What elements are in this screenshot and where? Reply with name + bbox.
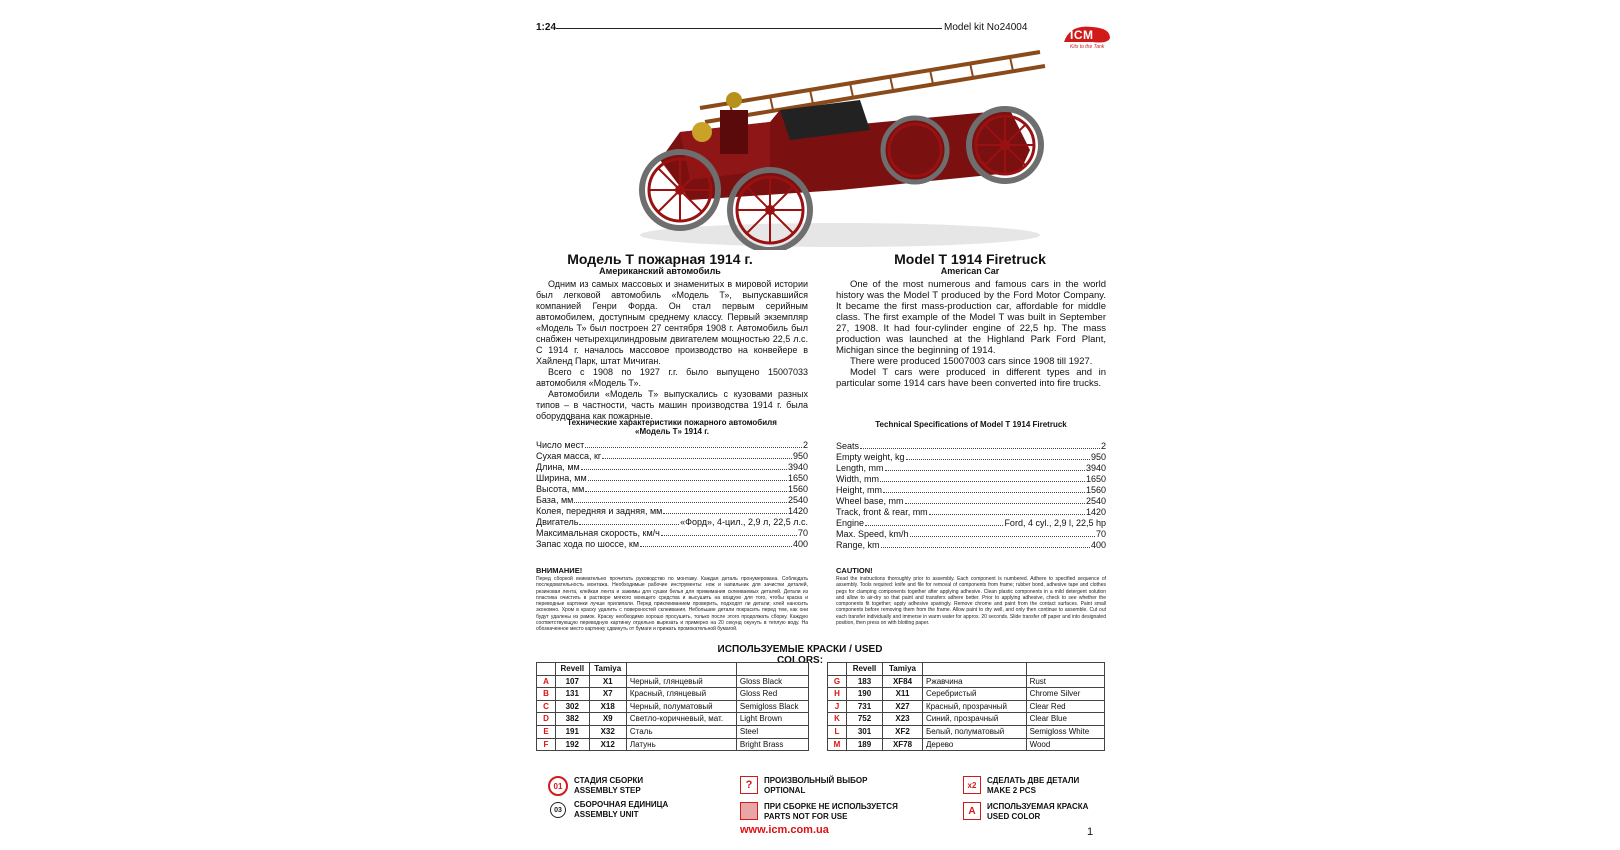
table-row — [537, 688, 809, 701]
en-caution-title: CAUTION! — [836, 566, 873, 575]
table-row — [537, 738, 809, 751]
table-cell: Ржавчина — [923, 675, 1027, 688]
spec-row — [536, 495, 808, 506]
table-cell: 752 — [847, 713, 883, 726]
table-cell: X27 — [883, 700, 923, 713]
table-cell: K — [828, 713, 847, 726]
table-cell: Light Brown — [736, 713, 808, 726]
spec-row — [536, 517, 808, 528]
table-cell: Красный, прозрачный — [923, 700, 1027, 713]
table-cell: Белый, полуматовый — [923, 725, 1027, 738]
spec-label: Запас хода по шоссе, км — [536, 539, 640, 549]
spec-value: 1650 — [787, 473, 808, 483]
scale-label: 1:24 — [536, 22, 557, 33]
table-cell: 192 — [556, 738, 590, 751]
spec-value: Ford, 4 cyl., 2,9 l, 22,5 hp — [1004, 518, 1106, 528]
spec-row — [836, 529, 1106, 540]
table-cell: Сталь — [626, 725, 736, 738]
spec-row — [836, 485, 1106, 496]
table-row — [537, 713, 809, 726]
ru-spec-title-line1: Технические характеристики пожарного автомобиля — [567, 418, 777, 427]
table-cell: 301 — [847, 725, 883, 738]
table-cell: Clear Blue — [1026, 713, 1104, 726]
table-cell: XF78 — [883, 738, 923, 751]
legend-label: ASSEMBLY STEP — [574, 786, 641, 795]
table-cell: X23 — [883, 713, 923, 726]
en-paragraph: There were produced 15007003 cars since 1908 till 1927. — [850, 356, 1093, 367]
en-subtitle: American Car — [940, 266, 1000, 276]
ru-paragraph: Всего с 1908 по 1927 г.г. было выпущено 15007033 автомобиля «Модель Т». — [536, 367, 808, 388]
spec-label: Ширина, мм — [536, 473, 587, 483]
spec-value: 70 — [797, 528, 808, 538]
spec-row — [836, 496, 1106, 507]
spec-label: Length, mm — [836, 463, 884, 473]
table-cell: L — [828, 725, 847, 738]
spec-value: 70 — [1095, 529, 1106, 539]
table-cell: G — [828, 675, 847, 688]
table-cell: H — [828, 688, 847, 701]
en-title: Model T 1914 Firetruck — [894, 251, 1046, 267]
logo-text: ICM — [1070, 28, 1094, 42]
spec-row — [536, 484, 808, 495]
legend-label: USED COLOR — [987, 812, 1041, 821]
table-cell: X1 — [589, 675, 626, 688]
table-cell: 189 — [847, 738, 883, 751]
spec-row — [536, 462, 808, 473]
ru-caution-text: Перед сборкой внимательно прочитать руководство по монтажу. Каждая деталь пронумерована. Соблюдать последовательность монтажа. Необходимые рабочие инструменты: нож и напильник для зачистки деталей, резиновая лента, клейкая лента и зажимы для сушки белья для прижимания склеиваемых деталей. Детали из пластика очистить в растворе мягкого моющего средства и высушить на воздухе для того, чтобы краска и переводные картинки лучше прилипали. Перед приклеиванием проверить, подходят ли детали; клей наносить экономно. Хром в краску удалить с поверхностей склеивания. Небольшие детали покрасить перед тем, как они будут удалены из рамок. Краску необходимо хорошо просушить, только после этого продолжать сборку. Каждую соответствующую переводную картинку отдельно вырезать и примерно на 20 секунд окунуть в теплую воду. На обозначенное место картинку сдвинуть от бумаги и прижать промокательной бумагой. — [536, 576, 808, 633]
table-cell: D — [537, 713, 556, 726]
color-table-left — [536, 662, 809, 751]
colors-title: ИСПОЛЬЗУЕМЫЕ КРАСКИ / USED COLORS: — [717, 644, 883, 666]
legend-label: OPTIONAL — [764, 786, 806, 795]
website-link[interactable]: www.icm.com.ua — [740, 824, 829, 836]
col-revell: Revell — [556, 663, 590, 676]
table-cell: B — [537, 688, 556, 701]
firetruck-image — [620, 40, 1070, 250]
table-cell: Латунь — [626, 738, 736, 751]
spec-row — [836, 463, 1106, 474]
spec-row — [836, 507, 1106, 518]
table-cell: Gloss Black — [736, 675, 808, 688]
table-cell: 302 — [556, 700, 590, 713]
spec-value: 3940 — [787, 462, 808, 472]
spec-label: Максимальная скорость, км/ч — [536, 528, 660, 538]
spec-value: «Форд», 4-цил., 2,9 л, 22,5 л.с. — [680, 517, 808, 527]
spec-value: 1420 — [1085, 507, 1106, 517]
spec-row — [536, 539, 808, 550]
table-header-row — [537, 663, 809, 676]
x2-icon: x2 — [963, 776, 981, 794]
table-cell: Черный, полуматовый — [626, 700, 736, 713]
spec-value: 1560 — [1085, 485, 1106, 495]
legend-label: MAKE 2 PCS — [987, 786, 1036, 795]
en-description — [836, 279, 1106, 389]
table-cell: Semigloss White — [1026, 725, 1104, 738]
table-cell: XF84 — [883, 675, 923, 688]
spec-row — [836, 474, 1106, 485]
col-revell: Revell — [847, 663, 883, 676]
spec-row — [536, 440, 808, 451]
table-header-row — [828, 663, 1105, 676]
spec-label: База, мм — [536, 495, 574, 505]
assembly-step-icon: 01 — [548, 776, 568, 796]
question-icon: ? — [740, 776, 758, 794]
spec-value: 1420 — [787, 506, 808, 516]
table-cell: 190 — [847, 688, 883, 701]
table-row — [828, 675, 1105, 688]
assembly-unit-icon: 03 — [550, 802, 566, 818]
table-cell: E — [537, 725, 556, 738]
en-spec-list — [836, 441, 1106, 551]
spec-value: 950 — [1090, 452, 1106, 462]
color-table-right — [827, 662, 1105, 751]
table-cell: Черный, глянцевый — [626, 675, 736, 688]
ru-caution-title: ВНИМАНИЕ! — [536, 566, 583, 575]
spec-label: Двигатель — [536, 517, 579, 527]
table-cell: Semigloss Black — [736, 700, 808, 713]
legend-label: СДЕЛАТЬ ДВЕ ДЕТАЛИ — [987, 776, 1080, 785]
table-cell: 382 — [556, 713, 590, 726]
table-row — [828, 700, 1105, 713]
table-cell: Серебристый — [923, 688, 1027, 701]
spec-label: Height, mm — [836, 485, 883, 495]
table-cell: 191 — [556, 725, 590, 738]
legend-label: PARTS NOT FOR USE — [764, 812, 848, 821]
spec-value: 3940 — [1085, 463, 1106, 473]
spec-row — [536, 506, 808, 517]
ru-paragraph: Одним из самых массовых и знаменитых в мировой истории был легковой автомобиль «Модель Т», выпускавшийся компанией Генри Форда. Он стал первым серийным автомобилем, доступным среднему классу. Первый экземпляр «Модель Т» был построен 27 сентября 1908 г. Автомобиль был снабжен четырехцилиндровым двигателем мощностью 22,5 л.с. С 1914 г. началось массовое производство на конвейере в Хайленд Парк, штат Мичиган. — [536, 279, 808, 366]
spec-row — [536, 528, 808, 539]
table-cell: Gloss Red — [736, 688, 808, 701]
ru-description — [536, 279, 808, 422]
spec-label: Engine — [836, 518, 865, 528]
spec-label: Range, km — [836, 540, 880, 550]
page-number: 1 — [1087, 826, 1094, 838]
table-cell: X11 — [883, 688, 923, 701]
spec-value: 400 — [792, 539, 808, 549]
legend-label: ИСПОЛЬЗУЕМАЯ КРАСКА — [987, 802, 1089, 811]
spec-label: Seats — [836, 441, 860, 451]
en-caution-text: Read the instructions thoroughly prior to assembly. Each component is numbered. Adhere to specified sequence of assembly. Tools required: knife and file for removal of components from frame; rubber bond, adhesive tape and clothes pegs for clamping components together after applying adhesive. Clean plastic components in a mild detergent solution and allow to air-dry so that paint and transfers adhere better. Prior to applying adhesive, check to see whether the components fit together; apply adhesive sparingly. Remove chrome and paint from the contact surfaces. Paint small components before removing them from the frame. Allow paint to dry well, and only then continue to assemble. Cut out each transfer individually and immerse in warm water for approx. 20 seconds. Slide transfer off paper and into designated position, then press on with blotting paper. — [836, 576, 1106, 627]
spec-value: 1560 — [787, 484, 808, 494]
legend-label: ПРОИЗВОЛЬНЫЙ ВЫБОР — [764, 776, 868, 785]
spec-row — [836, 518, 1106, 529]
table-cell: Wood — [1026, 738, 1104, 751]
table-cell: Bright Brass — [736, 738, 808, 751]
spec-value: 1650 — [1085, 474, 1106, 484]
legend-label: СБОРОЧНАЯ ЕДИНИЦА — [574, 800, 669, 809]
table-cell: X32 — [589, 725, 626, 738]
spec-label: Max. Speed, km/h — [836, 529, 909, 539]
table-cell: Дерево — [923, 738, 1027, 751]
spec-value: 2540 — [787, 495, 808, 505]
table-row — [828, 738, 1105, 751]
spec-label: Wheel base, mm — [836, 496, 904, 506]
logo-tagline: Kits to the Tank — [1070, 44, 1105, 50]
ru-paragraph: Автомобили «Модель Т» выпускались с кузовами разных типов – в частности, часть машин производства 1914 г. была оборудована как пожарные. — [536, 389, 808, 421]
ru-spec-title-line2: «Модель Т» 1914 г. — [635, 427, 709, 436]
spec-label: Длина, мм — [536, 462, 580, 472]
table-cell: X18 — [589, 700, 626, 713]
spec-value: 2 — [1100, 441, 1106, 451]
table-row — [537, 725, 809, 738]
spec-row — [536, 473, 808, 484]
ru-title: Модель Т пожарная 1914 г. — [567, 251, 753, 267]
spec-value: 400 — [1090, 540, 1106, 550]
spec-row — [836, 540, 1106, 551]
table-cell: M — [828, 738, 847, 751]
spec-value: 950 — [792, 451, 808, 461]
spec-label: Empty weight, kg — [836, 452, 905, 462]
ru-subtitle: Американский автомобиль — [599, 266, 721, 276]
table-cell: Светло-коричневый, мат. — [626, 713, 736, 726]
table-row — [537, 700, 809, 713]
spec-label: Число мест — [536, 440, 585, 450]
en-paragraph: Model T cars were produced in different types and in particular some 1914 cars have been converted into fire trucks. — [836, 367, 1106, 389]
table-cell: 131 — [556, 688, 590, 701]
table-cell: C — [537, 700, 556, 713]
legend-label: СТАДИЯ СБОРКИ — [574, 776, 644, 785]
en-paragraph: One of the most numerous and famous cars in the world history was the Model T produced by the Ford Motor Company. It became the first mass-production car, affordable for middle class. The first example of the Model T was built in September 27, 1908. It had four-cylinder engine of 22,5 hp. The mass production was launched at the Highland Park Ford Plant, Michigan since the beginning of 1914. — [836, 279, 1106, 356]
table-cell: A — [537, 675, 556, 688]
table-cell: F — [537, 738, 556, 751]
table-cell: Steel — [736, 725, 808, 738]
spec-label: Колея, передняя и задняя, мм — [536, 506, 663, 516]
table-cell: 107 — [556, 675, 590, 688]
table-row — [828, 713, 1105, 726]
table-cell: J — [828, 700, 847, 713]
en-spec-title: Technical Specifications of Model T 1914 Firetruck — [875, 420, 1067, 429]
table-cell: 731 — [847, 700, 883, 713]
col-tamiya: Tamiya — [883, 663, 923, 676]
used-color-icon: A — [963, 802, 981, 820]
spec-value: 2540 — [1085, 496, 1106, 506]
legend-label: ПРИ СБОРКЕ НЕ ИСПОЛЬЗУЕТСЯ — [764, 802, 898, 811]
table-cell: Rust — [1026, 675, 1104, 688]
ru-spec-list — [536, 440, 808, 550]
table-cell: Chrome Silver — [1026, 688, 1104, 701]
col-tamiya: Tamiya — [589, 663, 626, 676]
spec-label: Высота, мм — [536, 484, 585, 494]
kit-number: Model kit No24004 — [944, 22, 1028, 33]
table-cell: Clear Red — [1026, 700, 1104, 713]
header-rule — [556, 28, 942, 29]
firetruck-illustration — [620, 40, 1070, 250]
spec-label: Track, front & rear, mm — [836, 507, 928, 517]
table-cell: X12 — [589, 738, 626, 751]
table-row — [828, 725, 1105, 738]
spec-row — [536, 451, 808, 462]
table-cell: Красный, глянцевый — [626, 688, 736, 701]
table-cell: XF2 — [883, 725, 923, 738]
table-row — [537, 675, 809, 688]
spec-label: Сухая масса, кг — [536, 451, 602, 461]
legend-label: ASSEMBLY UNIT — [574, 810, 639, 819]
table-row — [828, 688, 1105, 701]
spec-row — [836, 441, 1106, 452]
spec-label: Width, mm — [836, 474, 880, 484]
table-cell: 183 — [847, 675, 883, 688]
spec-row — [836, 452, 1106, 463]
table-cell: X7 — [589, 688, 626, 701]
table-cell: Синий, прозрачный — [923, 713, 1027, 726]
not-used-icon — [740, 802, 758, 820]
table-cell: X9 — [589, 713, 626, 726]
ru-spec-title — [536, 418, 808, 436]
spec-value: 2 — [802, 440, 808, 450]
